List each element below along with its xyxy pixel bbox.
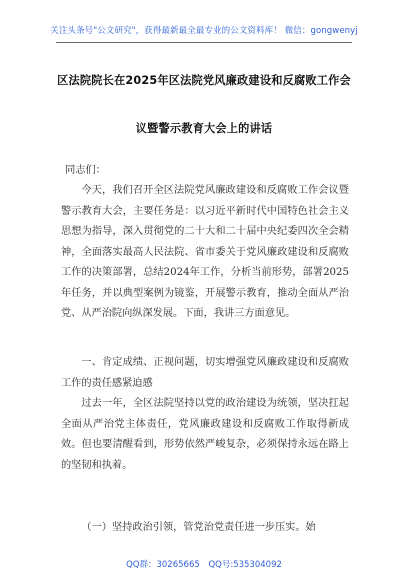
paragraph-review-text: 过去一年，全区法院坚持以党的政治建设为统领，坚决扛起全面从严治党主体责任，党风廉政建设和反腐败工作取得新成效。但也要清醒看到，形势依然严峻复杂，必须保持永远在路上的坚韧和执着。: [61, 398, 349, 471]
subsection-heading-1: [61, 518, 349, 539]
footer-qq-number[interactable]: QQ号:535304092: [208, 560, 282, 570]
document-title-line-1: 区法院院长在2025年区法院党风廉政建设和反腐败工作会: [57, 74, 351, 87]
paragraph-intro: [61, 181, 349, 325]
subsection-heading-1-text: （一）坚持政治引领，管党治党责任进一步压实。始: [81, 522, 316, 533]
document-title-line-2: 议暨警示教育大会上的讲话: [135, 122, 273, 135]
paragraph-review: [61, 394, 349, 476]
paragraph-intro-text: 今天，我们召开全区法院党风廉政建设和反腐败工作会议暨警示教育大会，主要任务是：以习近平新时代中国特色社会主义思想为指导，深入贯彻党的二十大和二十届中央纪委四次全会精神，全面落实最高人民法院、省市委关于党风廉政建设和反腐败工作的决策部署，总结2024年工作，分析当前形势，部署2025年任务，并以典型案例为镜鉴，开展警示教育，推动全面从严治党、从严治院向纵深发展。下面，我讲三方面意见。: [61, 185, 349, 319]
footer-contact: [0, 558, 408, 570]
greeting-text: 同志们：: [65, 165, 106, 176]
header-divider: [56, 42, 352, 43]
header-banner[interactable]: 关注头条号"公文研究"，获得最新最全最专业的公文资料库！ 微信：gongwenyj: [50, 26, 358, 36]
section-heading-1: [61, 353, 349, 394]
greeting: [61, 161, 349, 182]
section-heading-1-text: 一、肯定成绩、正视问题，切实增强党风廉政建设和反腐败工作的责任感紧迫感: [61, 357, 349, 389]
footer-qq-group[interactable]: QQ群：30265665: [126, 560, 200, 570]
